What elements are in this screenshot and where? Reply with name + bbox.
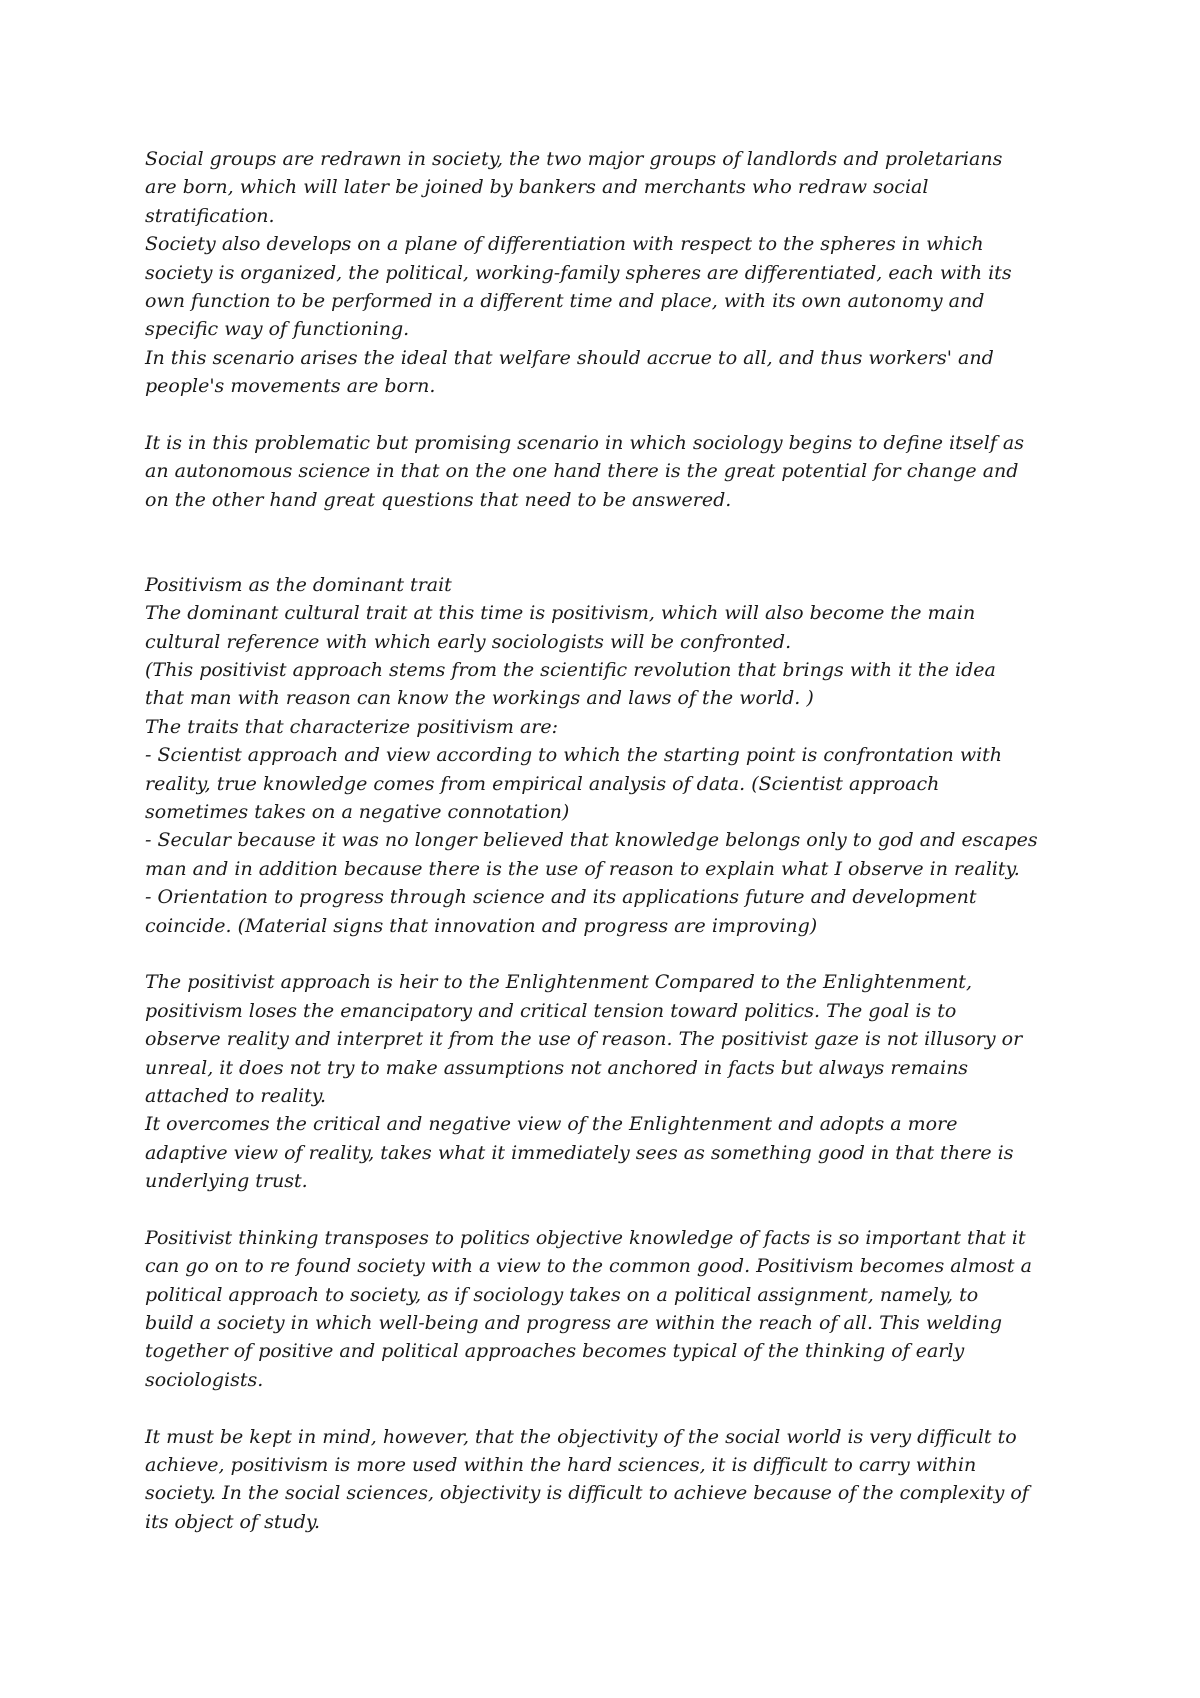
section-heading: Positivism as the dominant trait (145, 573, 452, 596)
paragraph-positivism-traits (145, 571, 1065, 940)
paragraph-positivist-politics (145, 1224, 1065, 1394)
text-line: are born, which will later be joined by bankers and merchants who redraw social (145, 176, 929, 199)
text-line: Positivist thinking transposes to politics objective knowledge of facts is so important that it (145, 1226, 1026, 1249)
paragraph-enlightenment (145, 968, 1065, 1195)
text-line: attached to reality. (145, 1084, 327, 1107)
text-line: observe reality and interpret it from the use of reason. The positivist gaze is not illusory or (145, 1028, 1023, 1051)
text-line: its object of study. (145, 1510, 321, 1533)
text-line: It overcomes the critical and negative view of the Enlightenment and adopts a more (145, 1113, 958, 1136)
text-line: can go on to re found society with a view to the common good. Positivism becomes almost a (145, 1255, 1032, 1278)
text-line: coincide. (Material signs that innovation and progress are improving) (145, 914, 818, 937)
text-line: achieve, positivism is more used within the hard sciences, it is difficult to carry within (145, 1453, 977, 1476)
text-line: adaptive view of reality, takes what it immediately sees as something good in that there is (145, 1141, 1014, 1164)
text-line: society. In the social sciences, objectivity is difficult to achieve because of the complexity of (145, 1482, 1029, 1505)
text-line: The traits that characterize positivism are: (145, 715, 559, 738)
text-line: The dominant cultural trait at this time is positivism, which will also become the main (145, 602, 976, 625)
list-item: - Secular because it was no longer believed that knowledge belongs only to god and escapes (145, 829, 1038, 852)
text-line: Social groups are redrawn in society, the two major groups of landlords and proletarians (145, 148, 1003, 170)
document-body (145, 145, 1065, 1536)
text-line: reality, true knowledge comes from empirical analysis of data. (Scientist approach (145, 772, 940, 795)
text-line: own function to be performed in a different time and place, with its own autonomy and (145, 289, 985, 312)
text-line: In this scenario arises the ideal that welfare should accrue to all, and thus workers' and (145, 346, 994, 369)
paragraph-sociology-scenario (145, 429, 1065, 514)
text-line: people's movements are born. (145, 375, 436, 398)
text-line: (This positivist approach stems from the scientific revolution that brings with it the idea (145, 659, 996, 682)
text-line: build a society in which well-being and progress are within the reach of all. This welding (145, 1312, 1003, 1335)
paragraph-gap (145, 940, 1065, 968)
text-line: sociologists. (145, 1368, 264, 1391)
text-line: cultural reference with which early sociologists will be confronted. (145, 630, 792, 653)
text-line: The positivist approach is heir to the Enlightenment Compared to the Enlightenment, (145, 971, 972, 994)
paragraph-social-groups (145, 145, 1065, 401)
text-line: together of positive and political approaches becomes typical of the thinking of early (145, 1340, 965, 1363)
text-line: that man with reason can know the workings and laws of the world. ) (145, 687, 814, 710)
text-line: sometimes takes on a negative connotation) (145, 801, 570, 823)
text-line: on the other hand great questions that need to be answered. (145, 488, 732, 511)
text-line: positivism loses the emancipatory and critical tension toward politics. The goal is to (145, 999, 957, 1022)
text-line: underlying trust. (145, 1170, 308, 1193)
text-line: an autonomous science in that on the one hand there is the great potential for change and (145, 460, 1019, 483)
list-item: - Orientation to progress through science and its applications future and development (145, 886, 977, 909)
paragraph-gap (145, 1195, 1065, 1223)
text-line: It must be kept in mind, however, that the objectivity of the social world is very difficult to (145, 1425, 1017, 1448)
text-line: political approach to society, as if sociology takes on a political assignment, namely, to (145, 1283, 979, 1306)
text-line: man and in addition because there is the use of reason to explain what I observe in reality. (145, 857, 1020, 880)
paragraph-objectivity (145, 1423, 1065, 1537)
text-line: specific way of functioning. (145, 318, 410, 341)
text-line: stratification. (145, 204, 275, 227)
text-line: It is in this problematic but promising scenario in which sociology begins to define itself as (145, 431, 1024, 454)
text-line: society is organized, the political, working-family spheres are differentiated, each with its (145, 261, 1012, 284)
section-gap (145, 514, 1065, 571)
text-line: unreal, it does not try to make assumptions not anchored in facts but always remains (145, 1056, 969, 1079)
paragraph-gap (145, 401, 1065, 429)
paragraph-gap (145, 1394, 1065, 1422)
text-line: Society also develops on a plane of differentiation with respect to the spheres in which (145, 233, 984, 256)
list-item: - Scientist approach and view according to which the starting point is confrontation with (145, 744, 1003, 767)
